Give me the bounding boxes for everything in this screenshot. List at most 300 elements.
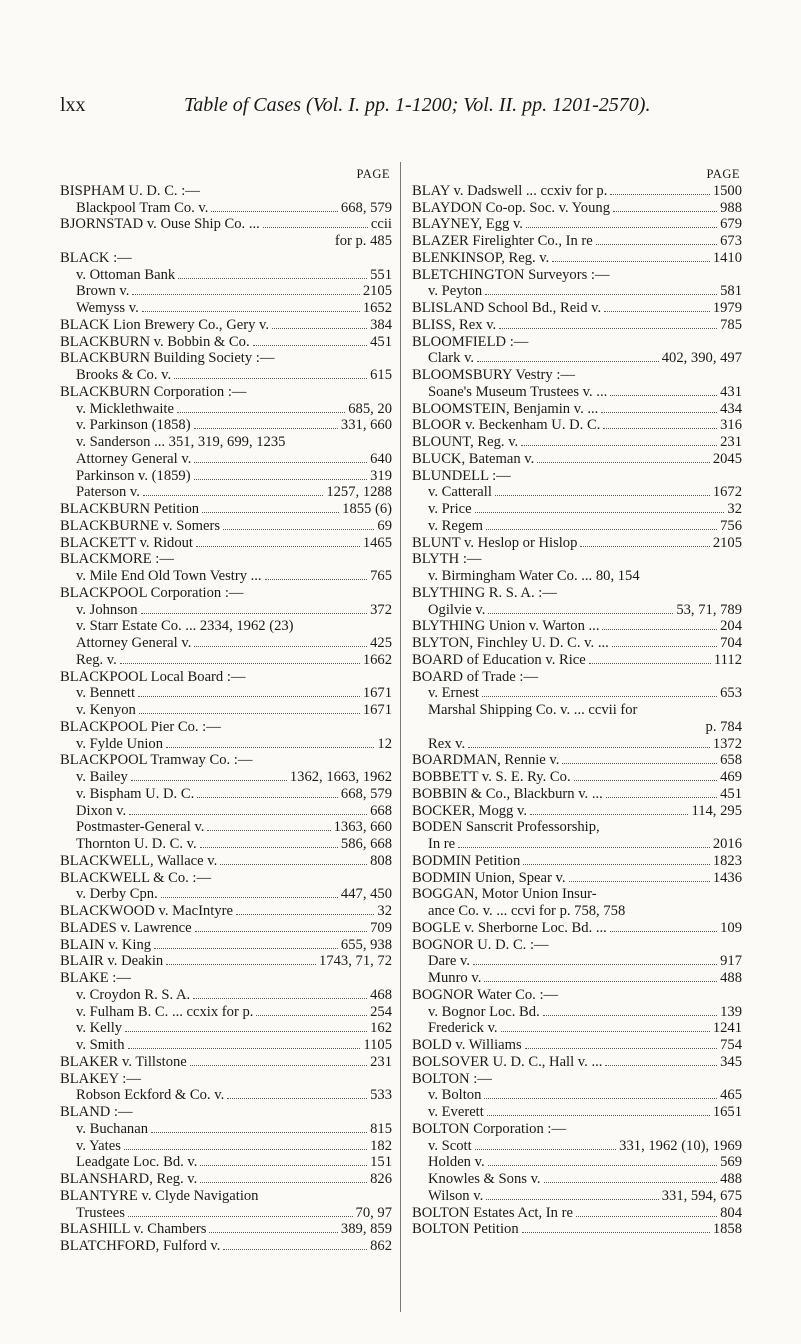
- entry-page-ref: 319: [370, 467, 392, 484]
- entry-text: BODMIN Petition: [412, 852, 521, 869]
- entry-text: BODMIN Union, Spear v.: [412, 869, 566, 886]
- dot-leader: [207, 819, 330, 831]
- entry-page-ref: 808: [370, 852, 392, 869]
- index-entry: [60, 987, 392, 1004]
- entry-text: Postmaster-General v.: [76, 819, 205, 836]
- index-entry: [60, 484, 392, 501]
- entry-page-ref: 402, 390, 497: [661, 350, 742, 367]
- entry-text: BLENKINSOP, Reg. v.: [412, 249, 550, 266]
- entry-text: BLATCHFORD, Fulford v.: [60, 1238, 221, 1254]
- dot-leader: [138, 685, 360, 697]
- entry-page-ref: 551: [370, 266, 392, 283]
- entry-text: In re: [428, 836, 456, 852]
- index-entry: [412, 250, 742, 267]
- entry-text: v. Ottoman Bank: [76, 266, 176, 283]
- entry-page-ref: 1743, 71, 72: [319, 953, 392, 970]
- entry-text: BLOOMFIELD :—: [412, 333, 529, 350]
- entry-text: v. Sanderson ... 351, 319, 699, 1235: [76, 434, 286, 450]
- dot-leader: [499, 317, 717, 329]
- entry-text: Brooks & Co. v.: [76, 367, 172, 383]
- index-entry: [60, 719, 392, 736]
- dot-leader: [468, 736, 710, 748]
- index-entry: [60, 702, 392, 719]
- dot-leader: [220, 853, 367, 865]
- entry-page-ref: 331, 594, 675: [661, 1187, 742, 1204]
- entry-text: BLUCK, Bateman v.: [412, 450, 535, 467]
- dot-leader: [141, 602, 368, 614]
- index-entry: [60, 786, 392, 803]
- dot-leader: [178, 267, 367, 279]
- index-entry: [412, 953, 742, 970]
- dot-leader: [142, 300, 360, 312]
- entry-text: BLAZER Firelighter Co., In re: [412, 233, 593, 249]
- dot-leader: [128, 1037, 361, 1049]
- index-entry: [412, 652, 742, 669]
- dot-leader: [475, 1138, 617, 1150]
- entry-page-ref: 1671: [362, 685, 392, 702]
- entry-page-ref: 804: [720, 1204, 742, 1221]
- entry-text: BLACKBURN Building Society :—: [60, 350, 275, 367]
- entry-page-ref: 114, 295: [691, 802, 742, 819]
- index-entry: [60, 350, 392, 367]
- dot-leader: [604, 300, 710, 312]
- dot-leader: [194, 468, 368, 480]
- entry-text: Attorney General v.: [76, 635, 192, 651]
- index-entry: [412, 1138, 742, 1155]
- index-entry: [412, 501, 742, 518]
- entry-page-ref: 586, 668: [340, 836, 392, 852]
- entry-page-ref: 815: [370, 1120, 392, 1137]
- entry-page-ref: 1671: [362, 702, 392, 718]
- index-entry: [60, 384, 392, 401]
- index-entry: [412, 200, 742, 217]
- index-entry: [412, 786, 742, 803]
- entry-page-ref: 668, 579: [340, 199, 392, 216]
- entry-text: v. Parkinson (1858): [76, 417, 191, 434]
- index-entry: [412, 1104, 742, 1121]
- entry-text: v. Micklethwaite: [76, 400, 174, 417]
- entry-text: BLANSHARD, Reg. v.: [60, 1171, 198, 1187]
- index-entry: [412, 702, 742, 719]
- index-entry: [60, 635, 392, 652]
- index-entry: [60, 736, 392, 753]
- index-entry: [412, 434, 742, 451]
- entry-text: v. Price: [428, 501, 472, 517]
- dot-leader: [194, 635, 367, 647]
- entry-page-ref: 488: [720, 1171, 742, 1187]
- index-entry: [412, 1004, 742, 1021]
- index-entry: [60, 300, 392, 317]
- index-entry: [60, 602, 392, 619]
- entry-text: v. Kelly: [76, 1020, 123, 1037]
- entry-text: v. Smith: [76, 1037, 125, 1053]
- index-entry: [60, 1188, 392, 1205]
- dot-leader: [253, 334, 368, 346]
- entry-page-ref: 468: [370, 986, 392, 1003]
- index-entry: [412, 803, 742, 820]
- entry-page-ref: 709: [370, 919, 392, 936]
- index-entry: [60, 367, 392, 384]
- entry-page-ref: 1372: [712, 735, 742, 752]
- index-entry: [412, 300, 742, 317]
- entry-page-ref: 785: [720, 316, 742, 333]
- dot-leader: [521, 434, 717, 446]
- index-entry: [412, 267, 742, 284]
- entry-page-ref: 1410: [712, 249, 742, 266]
- entry-page-ref: 569: [720, 1154, 742, 1171]
- dot-leader: [473, 953, 717, 965]
- entry-text: BOLSOVER U. D. C., Hall v. ...: [412, 1053, 603, 1070]
- index-entry: [60, 937, 392, 954]
- entry-text: BLOOR v. Beckenham U. D. C.: [412, 417, 601, 434]
- dot-leader: [487, 1104, 710, 1116]
- entry-text: BLAKEY :—: [60, 1070, 141, 1087]
- entry-text: BOBBIN & Co., Blackburn v. ...: [412, 785, 603, 802]
- entry-text: v. Birmingham Water Co. ... 80, 154: [428, 568, 640, 584]
- entry-text: v. Bennett: [76, 685, 136, 702]
- index-entry: [412, 937, 742, 954]
- index-entry: [60, 752, 392, 769]
- dot-leader: [486, 1188, 659, 1200]
- entry-text: BLUNDELL :—: [412, 467, 511, 484]
- dot-leader: [580, 535, 709, 547]
- entry-page-ref: 2105: [712, 534, 742, 551]
- entry-text: Attorney General v.: [76, 450, 192, 467]
- entry-page-ref: 447, 450: [340, 886, 392, 903]
- dot-leader: [610, 920, 717, 932]
- index-entry: [60, 267, 392, 284]
- index-entry: [60, 551, 392, 568]
- entry-text: v. Bognor Loc. Bd.: [428, 1003, 540, 1020]
- entry-text: BODEN Sanscrit Professorship,: [412, 819, 600, 836]
- entry-text: BLAND :—: [60, 1104, 133, 1120]
- index-entry: [60, 903, 392, 920]
- index-entry: [60, 953, 392, 970]
- index-entry: [60, 1171, 392, 1188]
- index-entry: [412, 334, 742, 351]
- dot-leader: [194, 451, 367, 463]
- entry-page-ref: 756: [720, 517, 742, 534]
- entry-page-ref: 451: [370, 333, 392, 350]
- index-entry: [60, 317, 392, 334]
- entry-page-ref: 1652: [362, 300, 392, 316]
- dot-leader: [195, 920, 368, 932]
- entry-page-ref: 673: [720, 233, 742, 249]
- entry-page-ref: 655, 938: [340, 936, 392, 953]
- index-entry: [60, 1154, 392, 1171]
- index-entry: [60, 1020, 392, 1037]
- dot-leader: [200, 836, 338, 848]
- index-entry: [412, 283, 742, 300]
- entry-page-ref: 32: [727, 501, 742, 517]
- page-title: [184, 94, 650, 117]
- index-entry: [60, 535, 392, 552]
- entry-text: BLACKPOOL Pier Co. :—: [60, 718, 221, 735]
- entry-text: BOARD of Trade :—: [412, 668, 539, 685]
- entry-page-ref: 1112: [713, 651, 742, 668]
- entry-text: Reg. v.: [76, 651, 117, 668]
- index-entry: [60, 200, 392, 217]
- index-entry: [412, 216, 742, 233]
- index-entry: [412, 568, 742, 585]
- index-entry: [412, 903, 742, 920]
- dot-leader: [458, 836, 710, 848]
- index-entry: [412, 920, 742, 937]
- index-entry: [60, 669, 392, 686]
- dot-leader: [161, 886, 338, 898]
- entry-text: v. Yates: [76, 1137, 121, 1154]
- index-entry: [412, 535, 742, 552]
- index-entry: [60, 216, 392, 233]
- index-entry: [412, 1121, 742, 1138]
- index-entry: [412, 1221, 742, 1238]
- dot-leader: [610, 183, 709, 195]
- entry-text: v. Mile End Old Town Vestry ...: [76, 568, 262, 584]
- entry-text: Munro v.: [428, 970, 482, 986]
- index-entry: [412, 1020, 742, 1037]
- dot-leader: [543, 1004, 717, 1016]
- entry-text: BLACKBURN Corporation :—: [60, 383, 247, 400]
- dot-leader: [562, 752, 717, 764]
- entry-page-ref: 231: [370, 1053, 392, 1070]
- entry-page-ref: 12: [377, 735, 392, 752]
- dot-leader: [124, 1138, 367, 1150]
- dot-leader: [190, 1054, 367, 1066]
- index-entry: [60, 283, 392, 300]
- dot-leader: [523, 853, 710, 865]
- entry-text: BLACKMORE :—: [60, 551, 174, 568]
- dot-leader: [484, 970, 717, 982]
- index-entry: [412, 886, 742, 903]
- entry-page-ref: 434: [720, 400, 742, 417]
- entry-text: Clark v.: [428, 350, 475, 367]
- dot-leader: [265, 568, 368, 580]
- entry-page-ref: 754: [720, 1037, 742, 1053]
- entry-text: BLASHILL v. Chambers: [60, 1221, 207, 1238]
- entry-text: BLACKWELL, Wallace v.: [60, 852, 218, 869]
- index-entry: [412, 350, 742, 367]
- entry-text: BLISS, Rex v.: [412, 316, 497, 333]
- entry-text: v. Derby Cpn.: [76, 886, 158, 903]
- index-entry: [412, 451, 742, 468]
- index-entry: [412, 551, 742, 568]
- entry-page-ref: ccii: [370, 216, 392, 233]
- entry-page-ref: 151: [370, 1154, 392, 1171]
- entry-text: v. Fylde Union: [76, 735, 164, 752]
- index-entry: [60, 1054, 392, 1071]
- entry-text: BLISLAND School Bd., Reid v.: [412, 300, 602, 316]
- index-entry: [60, 618, 392, 635]
- index-entry: [60, 870, 392, 887]
- index-entry: [412, 1037, 742, 1054]
- index-entry: [412, 970, 742, 987]
- index-entry: [412, 183, 742, 200]
- entry-page-ref: 162: [370, 1020, 392, 1037]
- entry-page-ref: 70, 97: [355, 1204, 392, 1221]
- entry-text: BLACKPOOL Local Board :—: [60, 668, 246, 685]
- index-entry: [412, 1171, 742, 1188]
- entry-page-ref: 533: [370, 1087, 392, 1104]
- dot-leader: [477, 350, 659, 362]
- index-entry: [412, 819, 742, 836]
- entry-page-ref: 425: [370, 635, 392, 651]
- dot-leader: [484, 1087, 717, 1099]
- entry-page-ref: 2016: [712, 836, 742, 852]
- index-entry: [60, 233, 392, 250]
- entry-text: Ogilvie v.: [428, 601, 486, 618]
- dot-leader: [193, 987, 367, 999]
- entry-text: v. Bailey: [76, 769, 128, 785]
- entry-text: BLACK Lion Brewery Co., Gery v.: [60, 316, 270, 333]
- index-entry: [60, 685, 392, 702]
- dot-leader: [552, 250, 710, 262]
- entry-page-ref: 1855 (6): [342, 501, 392, 517]
- index-entry: [412, 602, 742, 619]
- entry-text: BLOUNT, Reg. v.: [412, 434, 519, 450]
- page-title-text: Table of Cases (Vol. I. pp. 1-1200; Vol. II. pp. 1201-2570).: [184, 94, 651, 116]
- index-entry: [412, 669, 742, 686]
- entry-page-ref: 1823: [712, 852, 742, 869]
- index-entry: [60, 1104, 392, 1121]
- dot-leader: [606, 786, 717, 798]
- entry-text: BOGNOR Water Co. :—: [412, 986, 559, 1003]
- dot-leader: [522, 1221, 710, 1233]
- index-entry: [60, 501, 392, 518]
- entry-page-ref: 765: [370, 568, 392, 584]
- dot-leader: [495, 484, 710, 496]
- entry-page-ref: 431: [720, 383, 742, 400]
- entry-text: Dixon v.: [76, 802, 127, 819]
- index-entry: [60, 886, 392, 903]
- dot-leader: [603, 417, 717, 429]
- entry-text: v. Scott: [428, 1137, 472, 1154]
- entry-text: Wilson v.: [428, 1187, 484, 1204]
- index-entry: [412, 317, 742, 334]
- entry-text: v. Buchanan: [76, 1120, 148, 1137]
- index-entry: [412, 1188, 742, 1205]
- index-entry: [412, 1205, 742, 1222]
- index-entry: [412, 870, 742, 887]
- index-entry: [412, 719, 742, 736]
- index-entry: [60, 1071, 392, 1088]
- entry-text: BOBBETT v. S. E. Ry. Co.: [412, 769, 571, 785]
- entry-text: BLETCHINGTON Surveyors :—: [412, 266, 610, 283]
- running-header: [60, 94, 780, 128]
- entry-text: BOGLE v. Sherborne Loc. Bd. ...: [412, 919, 607, 936]
- entry-text: v. Peyton: [428, 283, 483, 300]
- index-entry: [60, 803, 392, 820]
- dot-leader: [596, 233, 717, 245]
- entry-text: Knowles & Sons v.: [428, 1171, 541, 1187]
- index-entry: [412, 1071, 742, 1088]
- index-entry: [60, 183, 392, 200]
- dot-leader: [610, 384, 717, 396]
- entry-page-ref: 1465: [362, 534, 392, 551]
- page-column-label: PAGE: [706, 167, 740, 181]
- entry-text: BOGNOR U. D. C. :—: [412, 936, 549, 953]
- entry-text: v. Bispham U. D. C.: [76, 785, 195, 802]
- dot-leader: [488, 602, 673, 614]
- entry-page-ref: 182: [370, 1137, 392, 1154]
- entry-text: v. Everett: [428, 1104, 484, 1120]
- index-entry: [412, 417, 742, 434]
- index-entry: [60, 920, 392, 937]
- entry-page-ref: 488: [720, 970, 742, 986]
- entry-text: BLOOMSTEIN, Benjamin v. ...: [412, 400, 599, 417]
- entry-page-ref: 254: [370, 1003, 392, 1020]
- entry-text: Robson Eckford & Co. v.: [76, 1087, 225, 1104]
- entry-text: BLACKWELL & Co. :—: [60, 869, 212, 886]
- entry-text: BLACKBURNE v. Somers: [60, 517, 220, 534]
- index-entry: [60, 769, 392, 786]
- entry-page-ref: 704: [720, 635, 742, 651]
- dot-leader: [209, 1221, 337, 1233]
- dot-leader: [526, 216, 717, 228]
- dot-leader: [482, 685, 717, 697]
- entry-text: Frederick v.: [428, 1020, 498, 1037]
- index-entry: [412, 1087, 742, 1104]
- entry-text: v. Kenyon: [76, 702, 136, 718]
- entry-text: BOLTON Corporation :—: [412, 1120, 567, 1137]
- index-entry: [60, 434, 392, 451]
- column-divider: [400, 162, 401, 1312]
- entry-page-ref: 653: [720, 685, 742, 702]
- entry-page-ref: 679: [720, 216, 742, 233]
- entry-text: BLACK :—: [60, 249, 132, 266]
- dot-leader: [485, 283, 717, 295]
- entry-text: Brown v.: [76, 283, 130, 300]
- dot-leader: [576, 1205, 717, 1217]
- index-entry: [412, 585, 742, 602]
- index-entry: [60, 250, 392, 267]
- entry-page-ref: p. 784: [705, 718, 742, 735]
- index-entry: [60, 853, 392, 870]
- index-entry: [60, 1221, 392, 1238]
- dot-leader: [129, 803, 367, 815]
- entry-page-ref: 53, 71, 789: [676, 601, 742, 618]
- entry-text: v. Croydon R. S. A.: [76, 986, 191, 1003]
- dot-leader: [501, 1020, 710, 1032]
- entry-page-ref: 1105: [363, 1037, 392, 1053]
- index-entry: [412, 468, 742, 485]
- index-entry: [412, 836, 742, 853]
- index-entry: [60, 652, 392, 669]
- dot-leader: [475, 501, 725, 513]
- dot-leader: [256, 1004, 367, 1016]
- entry-text: BLACKBURN Petition: [60, 501, 200, 517]
- dot-leader: [166, 736, 374, 748]
- index-entry: [412, 384, 742, 401]
- entry-text: v. Regem: [428, 517, 483, 534]
- entry-page-ref: 331, 1962 (10), 1969: [619, 1137, 742, 1154]
- entry-text: Thornton U. D. C. v.: [76, 836, 197, 852]
- entry-page-ref: 1436: [712, 869, 742, 886]
- index-entry: [412, 367, 742, 384]
- index-entry: [60, 1087, 392, 1104]
- dot-leader: [488, 1154, 718, 1166]
- dot-leader: [132, 283, 359, 295]
- entry-page-ref: 345: [720, 1053, 742, 1070]
- dot-leader: [166, 953, 316, 965]
- entry-page-ref: 1858: [712, 1221, 742, 1238]
- entry-page-ref: 862: [370, 1238, 392, 1254]
- entry-page-ref: 581: [720, 283, 742, 300]
- entry-text: BLYTHING Union v. Warton ...: [412, 618, 600, 635]
- index-entry: [60, 568, 392, 585]
- dot-leader: [194, 417, 338, 429]
- entry-page-ref: 1500: [712, 182, 742, 199]
- dot-leader: [174, 367, 367, 379]
